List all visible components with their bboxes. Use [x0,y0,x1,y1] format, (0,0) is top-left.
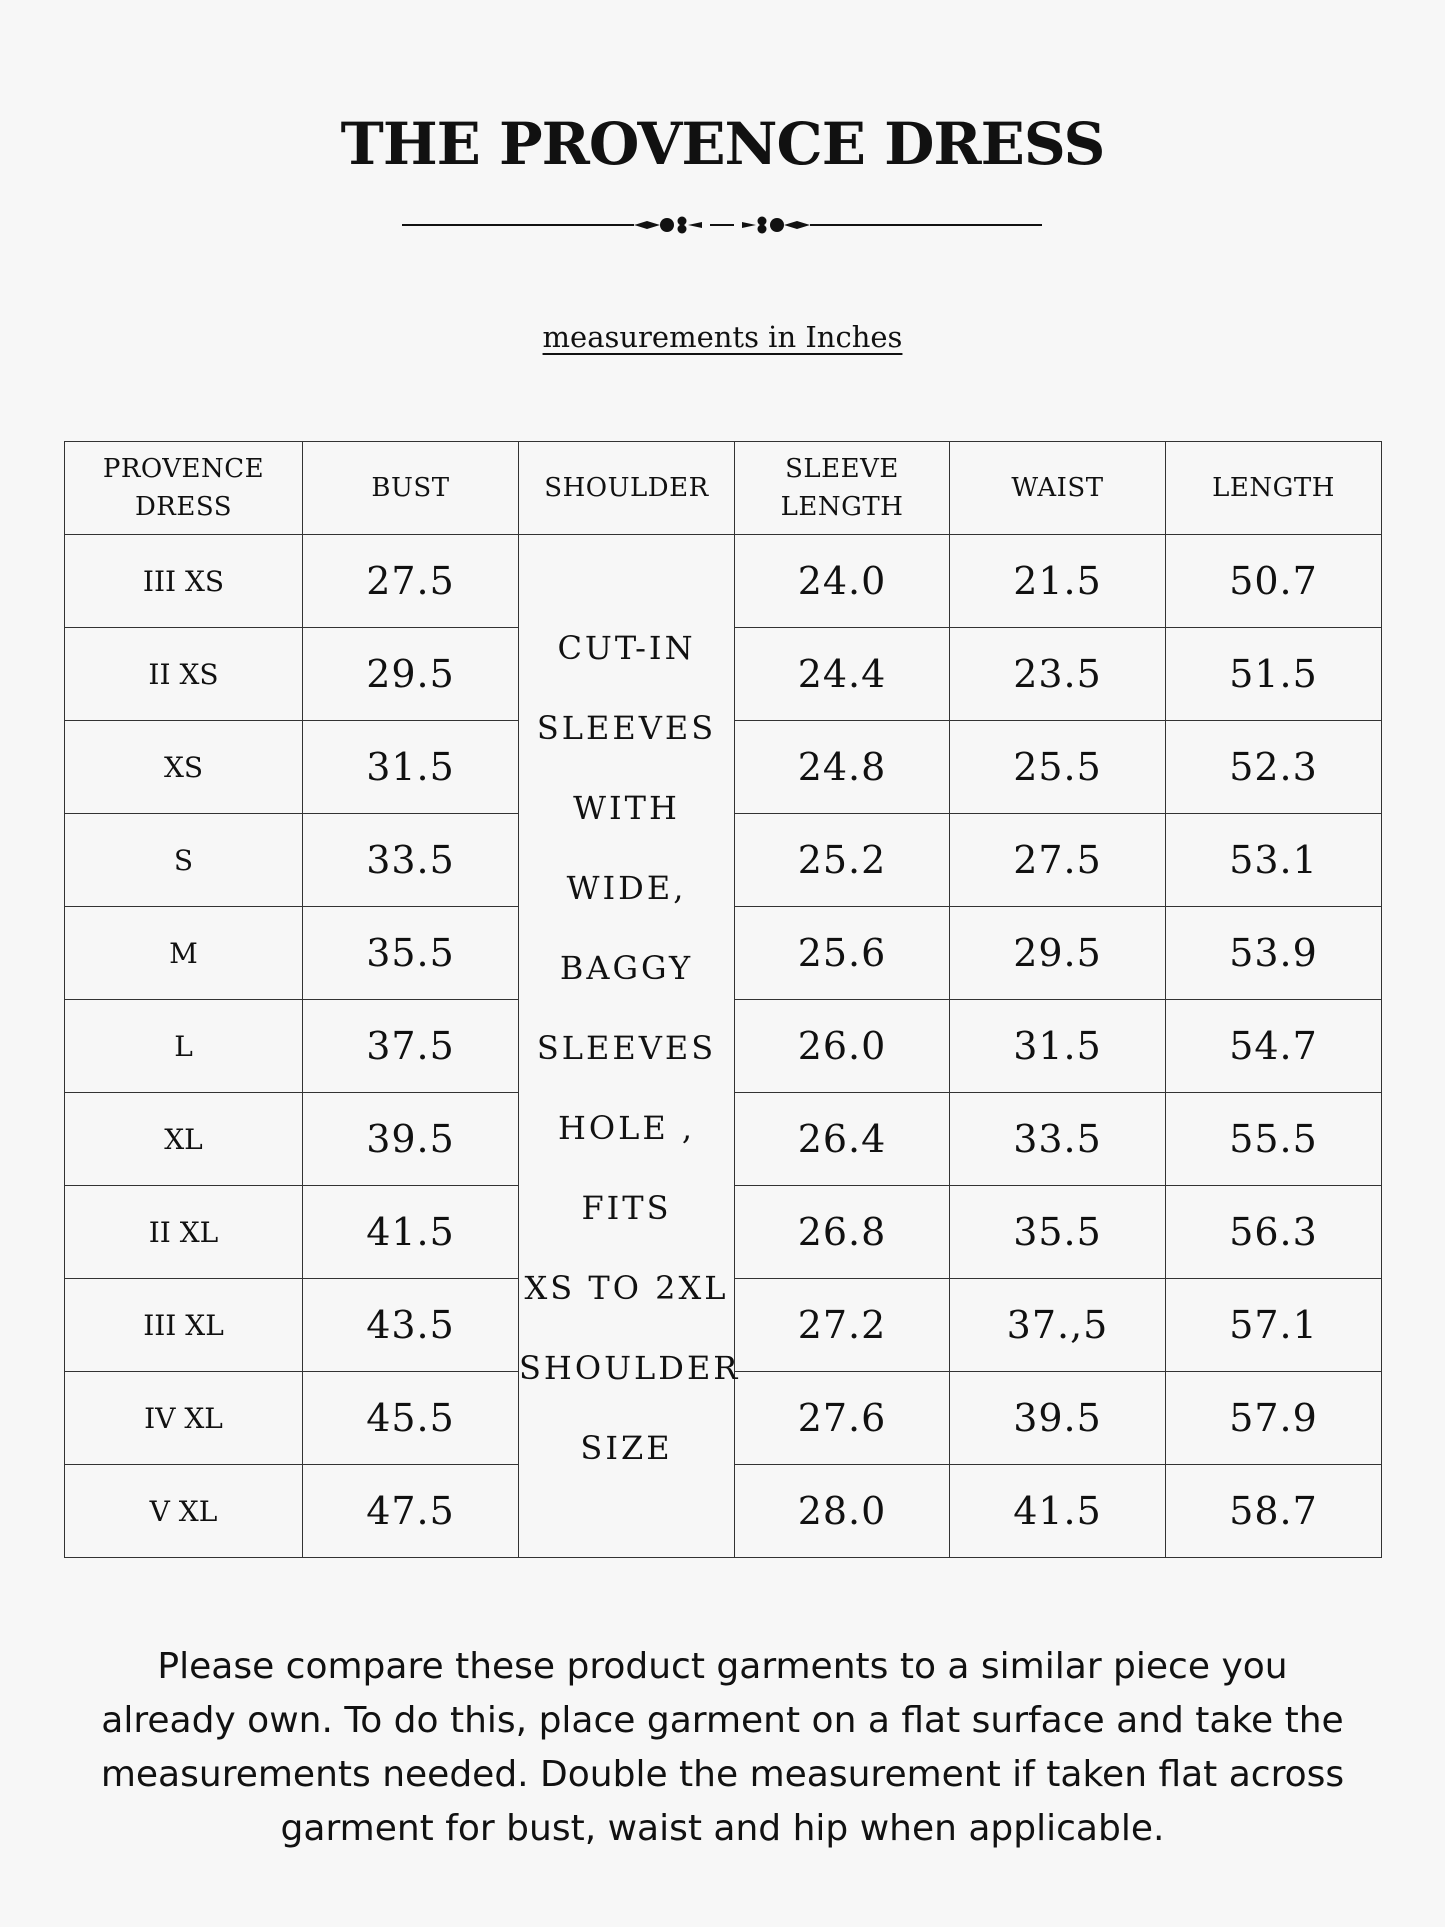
header-shoulder: SHOULDER [519,442,735,535]
length-cell: 53.1 [1166,814,1382,907]
shoulder-note-line: SIZE [580,1429,673,1467]
length-cell: 50.7 [1166,535,1382,628]
length-cell: 56.3 [1166,1186,1382,1279]
header-text: DRESS [134,492,233,522]
waist-cell: 41.5 [950,1465,1166,1558]
size-chart-table [64,441,1382,1558]
sleeve-cell: 25.2 [735,814,950,907]
bust-cell: 31.5 [303,721,519,814]
waist-cell: 31.5 [950,1000,1166,1093]
size-cell: XS [65,721,303,814]
shoulder-note-line: CUT-IN [557,629,696,667]
shoulder-note-line: FITS [581,1189,672,1227]
shoulder-note-line: XS TO 2XL [524,1269,729,1307]
bust-cell: 41.5 [303,1186,519,1279]
size-cell: III XL [65,1279,303,1372]
length-cell: 55.5 [1166,1093,1382,1186]
size-cell: III XS [65,535,303,628]
shoulder-note-line: WIDE, [566,869,687,907]
waist-cell: 35.5 [950,1186,1166,1279]
size-cell: IV XL [65,1372,303,1465]
waist-cell: 33.5 [950,1093,1166,1186]
size-cell: II XL [65,1186,303,1279]
length-cell: 51.5 [1166,628,1382,721]
sleeve-cell: 28.0 [735,1465,950,1558]
length-cell: 57.9 [1166,1372,1382,1465]
size-cell: M [65,907,303,1000]
shoulder-note-line: HOLE , [557,1109,696,1147]
waist-cell: 23.5 [950,628,1166,721]
size-cell: L [65,1000,303,1093]
header-text: SLEEVE [785,454,899,484]
sleeve-cell: 27.6 [735,1372,950,1465]
length-cell: 57.1 [1166,1279,1382,1372]
header-length: LENGTH [1166,442,1382,535]
bust-cell: 47.5 [303,1465,519,1558]
sleeve-cell: 27.2 [735,1279,950,1372]
ornamental-divider [402,210,1042,240]
size-cell: II XS [65,628,303,721]
sleeve-cell: 26.4 [735,1093,950,1186]
size-cell: XL [65,1093,303,1186]
waist-cell: 39.5 [950,1372,1166,1465]
header-sleeve-length [735,442,950,535]
header-text: PROVENCE [102,454,265,484]
shoulder-note-line: SLEEVES [536,709,717,747]
shoulder-note-cell [519,535,741,1558]
table-header-row [65,442,1382,535]
sleeve-cell: 26.0 [735,1000,950,1093]
measurement-instructions: Please compare these product garments to a similar piece you already own. To do this, place garment on a flat surface and take the measurements needed. Double the measurement if taken flat across garment for bust, waist and hip when applicable. [100,1646,1345,1849]
bust-cell: 27.5 [303,535,519,628]
sleeve-cell: 24.4 [735,628,950,721]
shoulder-note-line: SHOULDER [519,1349,741,1387]
bust-cell: 29.5 [303,628,519,721]
waist-cell: 27.5 [950,814,1166,907]
header-provence-dress [65,442,303,535]
length-cell: 54.7 [1166,1000,1382,1093]
sleeve-cell: 26.8 [735,1186,950,1279]
header-text: LENGTH [780,492,904,522]
size-cell: V XL [65,1465,303,1558]
bust-cell: 39.5 [303,1093,519,1186]
bust-cell: 37.5 [303,1000,519,1093]
bust-cell: 33.5 [303,814,519,907]
waist-cell: 25.5 [950,721,1166,814]
page-title: THE PROVENCE DRESS [340,110,1105,178]
header-bust: BUST [303,442,519,535]
sleeve-cell: 24.8 [735,721,950,814]
size-cell: S [65,814,303,907]
bust-cell: 43.5 [303,1279,519,1372]
length-cell: 53.9 [1166,907,1382,1000]
table-row [65,535,1382,628]
length-cell: 52.3 [1166,721,1382,814]
waist-cell: 21.5 [950,535,1166,628]
shoulder-note-line: BAGGY [559,949,694,987]
measurement-unit-note: measurements in Inches [542,320,903,354]
sleeve-cell: 25.6 [735,907,950,1000]
shoulder-note-line: WITH [573,789,680,827]
sleeve-cell: 24.0 [735,535,950,628]
shoulder-note-line: SLEEVES [536,1029,717,1067]
bust-cell: 45.5 [303,1372,519,1465]
length-cell: 58.7 [1166,1465,1382,1558]
bust-cell: 35.5 [303,907,519,1000]
waist-cell: 29.5 [950,907,1166,1000]
waist-cell: 37.,5 [950,1279,1166,1372]
header-waist: WAIST [950,442,1166,535]
